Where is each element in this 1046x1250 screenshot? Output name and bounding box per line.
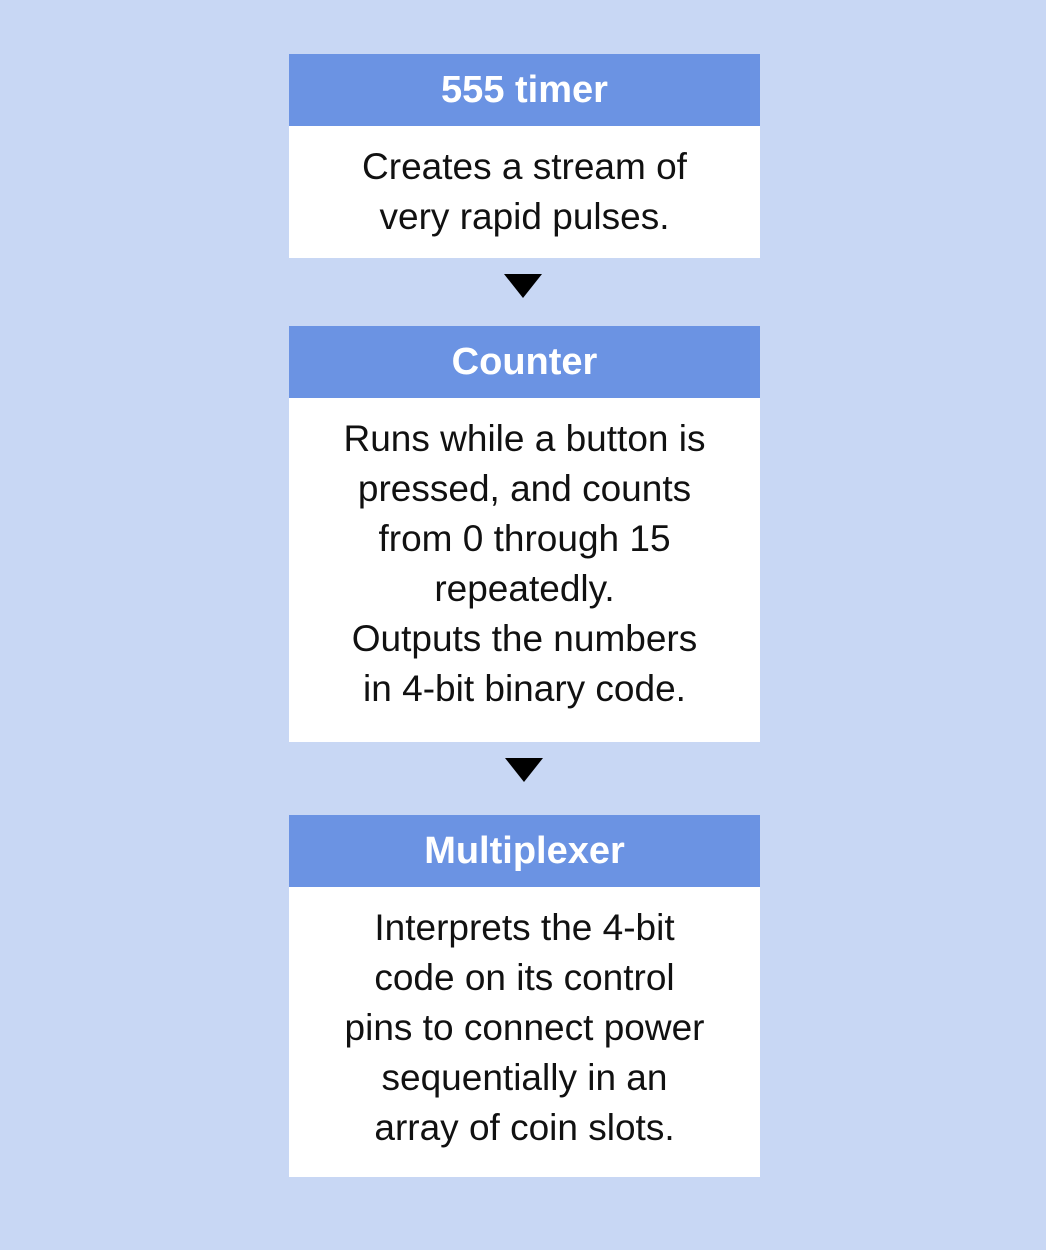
block-description-multiplexer: Interprets the 4-bit code on its control pins to connect power sequentially in an array of coin slots. <box>289 887 760 1177</box>
block-counter <box>289 326 760 742</box>
block-title-555-timer: 555 timer <box>289 54 760 126</box>
block-555-timer <box>289 54 760 258</box>
down-arrow-icon <box>504 274 542 298</box>
block-multiplexer <box>289 815 760 1177</box>
block-description-555-timer: Creates a stream of very rapid pulses. <box>289 126 760 258</box>
block-description-counter: Runs while a button is pressed, and counts from 0 through 15 repeatedly. Outputs the numbers in 4-bit binary code. <box>289 398 760 742</box>
down-arrow-icon <box>505 758 543 782</box>
block-title-multiplexer: Multiplexer <box>289 815 760 887</box>
block-title-counter: Counter <box>289 326 760 398</box>
